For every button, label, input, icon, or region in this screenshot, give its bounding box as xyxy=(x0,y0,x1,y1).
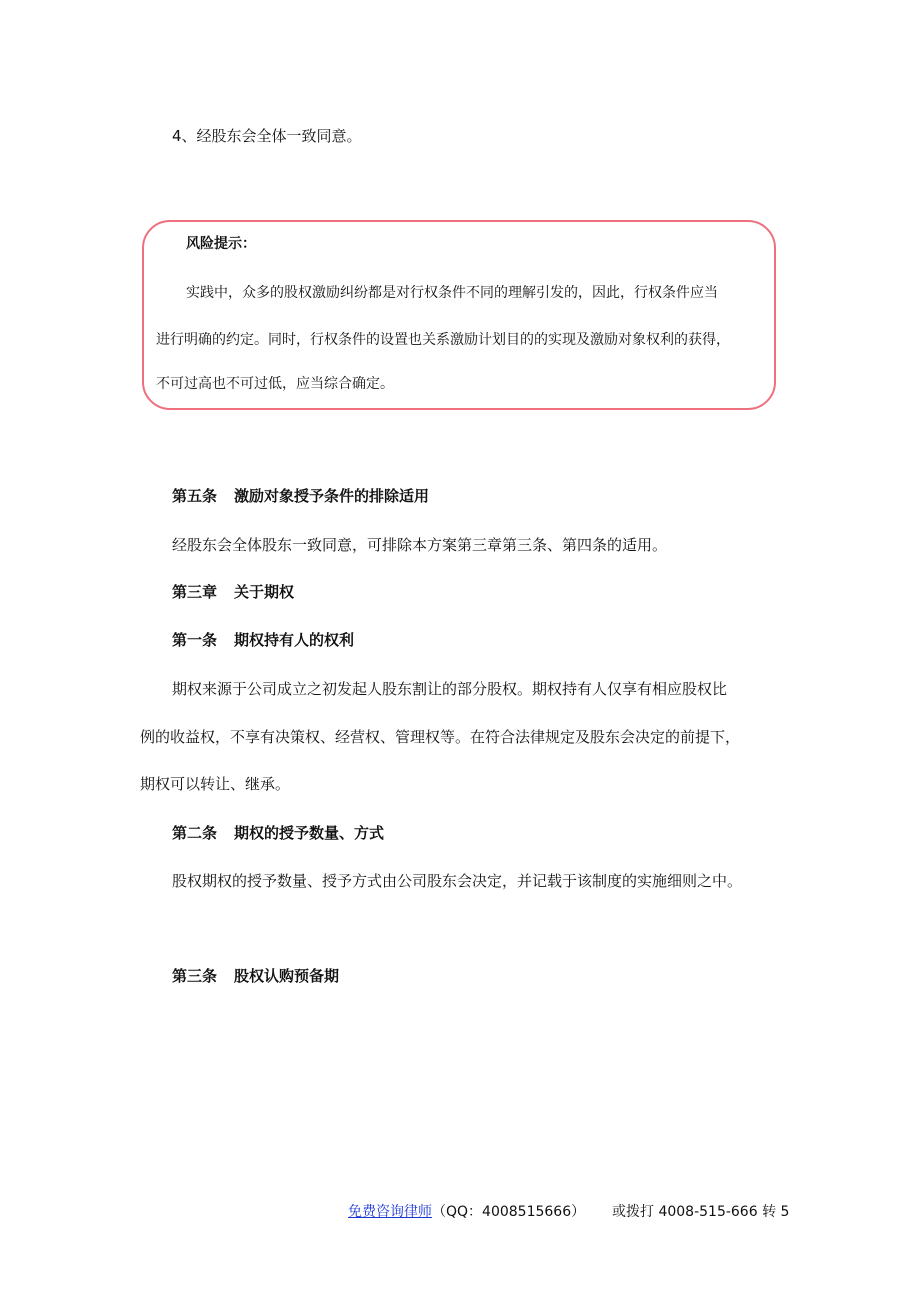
article-5-body: 经股东会全体股东一致同意，可排除本方案第三章第三条、第四条的适用。 xyxy=(172,536,668,554)
article-number: 第一条 xyxy=(172,631,218,649)
article-number: 第二条 xyxy=(172,824,218,842)
footer-consult xyxy=(348,1202,585,1222)
article-title: 期权持有人的权利 xyxy=(234,631,355,649)
footer-qq-text: （QQ：4008515666） xyxy=(432,1204,586,1220)
item-4-text: 4、经股东会全体一致同意。 xyxy=(172,127,362,145)
paragraph-line: 例的收益权，不享有决策权、经营权、管理权等。在符合法律规定及股东会决定的前提下， xyxy=(140,728,741,746)
article-title: 期权的授予数量、方式 xyxy=(234,824,385,842)
chapter-number: 第三章 xyxy=(172,583,218,601)
risk-warning-box xyxy=(142,220,776,410)
article-title: 激励对象授予条件的排除适用 xyxy=(234,487,430,505)
article-number: 第三条 xyxy=(172,967,218,985)
chapter-title: 关于期权 xyxy=(234,583,295,601)
risk-warning-line: 实践中，众多的股权激励纠纷都是对行权条件不同的理解引发的，因此，行权条件应当 xyxy=(186,285,718,301)
risk-warning-line: 不可过高也不可过低，应当综合确定。 xyxy=(156,376,394,392)
paragraph-line: 期权来源于公司成立之初发起人股东割让的部分股权。期权持有人仅享有相应股权比 xyxy=(172,680,728,698)
risk-warning-title: 风险提示： xyxy=(186,236,256,252)
article-number: 第五条 xyxy=(172,487,218,505)
paragraph-line: 期权可以转让、继承。 xyxy=(140,775,291,793)
chapter-3-article-1-heading xyxy=(172,630,354,650)
article-5-heading xyxy=(172,486,429,506)
chapter-3-heading xyxy=(172,582,294,602)
footer-phone-text: 或拨打 4008-515-666 转 5 xyxy=(612,1204,790,1220)
free-consult-lawyer-link[interactable]: 免费咨询律师 xyxy=(348,1204,432,1220)
article-title: 股权认购预备期 xyxy=(234,967,340,985)
risk-warning-line: 进行明确的约定。同时，行权条件的设置也关系激励计划目的的实现及激励对象权利的获得， xyxy=(156,332,730,348)
chapter-3-article-2-heading xyxy=(172,823,384,843)
article-2-body: 股权期权的授予数量、授予方式由公司股东会决定，并记载于该制度的实施细则之中。 xyxy=(172,872,743,890)
chapter-3-article-3-heading xyxy=(172,966,339,986)
